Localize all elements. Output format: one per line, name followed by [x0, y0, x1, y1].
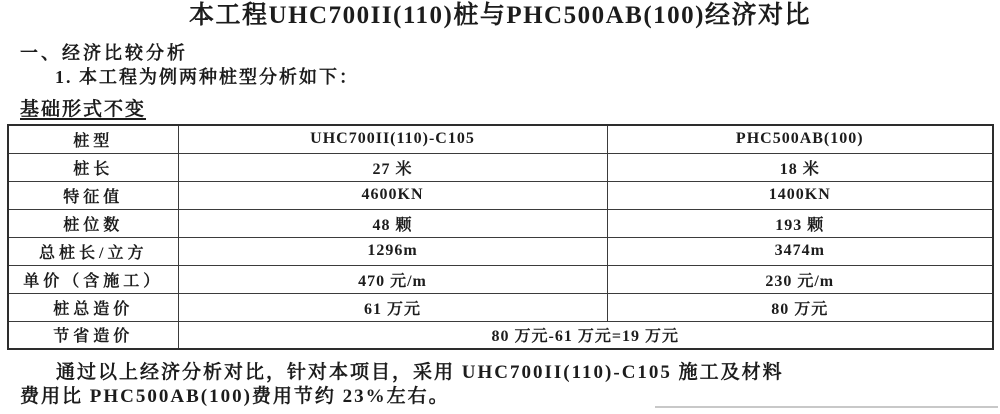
cell-label: 节省造价	[8, 321, 178, 349]
cell-label: 总桩长/立方	[8, 237, 178, 265]
cell-label: 桩长	[8, 153, 178, 181]
cell-uhc: 4600KN	[178, 181, 607, 209]
cell-label: 单价（含施工）	[8, 265, 178, 293]
cell-phc: 80 万元	[607, 293, 993, 321]
page-title: 本工程UHC700II(110)桩与PHC500AB(100)经济对比	[189, 2, 811, 29]
header-cell-pile-type: 桩型	[8, 125, 178, 153]
cell-uhc: 27 米	[178, 153, 607, 181]
cell-uhc: 1296m	[178, 237, 607, 265]
cell-label: 特征值	[8, 181, 178, 209]
bottom-divider-line	[655, 406, 998, 408]
section-subheading: 1. 本工程为例两种桩型分析如下：	[55, 67, 359, 87]
pile-comparison-table	[7, 124, 994, 350]
table-row-saving	[8, 321, 993, 349]
table-row-unit-price	[8, 265, 993, 293]
table-row-total-length	[8, 237, 993, 265]
table-row-pile-length	[8, 153, 993, 181]
cell-label: 桩位数	[8, 209, 178, 237]
header-cell-phc: PHC500AB(100)	[607, 125, 993, 153]
cell-phc: 193 颗	[607, 209, 993, 237]
cell-saving-value: 80 万元-61 万元=19 万元	[178, 321, 993, 349]
cell-phc: 18 米	[607, 153, 993, 181]
cell-uhc: 61 万元	[178, 293, 607, 321]
conclusion-line-1: 通过以上经济分析对比，针对本项目，采用 UHC700II(110)-C105 施工及材料	[56, 362, 784, 383]
table-row-pile-count	[8, 209, 993, 237]
section-heading: 一、经济比较分析	[20, 43, 188, 63]
table-caption: 基础形式不变	[20, 99, 147, 120]
table-row-characteristic-value	[8, 181, 993, 209]
table-row-total-cost	[8, 293, 993, 321]
cell-uhc: 470 元/m	[178, 265, 607, 293]
cell-label: 桩总造价	[8, 293, 178, 321]
cell-phc: 230 元/m	[607, 265, 993, 293]
cell-uhc: 48 颗	[178, 209, 607, 237]
cell-phc: 1400KN	[607, 181, 993, 209]
conclusion-paragraph	[20, 361, 980, 409]
conclusion-line-2: 费用比 PHC500AB(100)费用节约 23%左右。	[20, 386, 450, 407]
cell-phc: 3474m	[607, 237, 993, 265]
table-header-row	[8, 125, 993, 153]
header-cell-uhc: UHC700II(110)-C105	[178, 125, 607, 153]
